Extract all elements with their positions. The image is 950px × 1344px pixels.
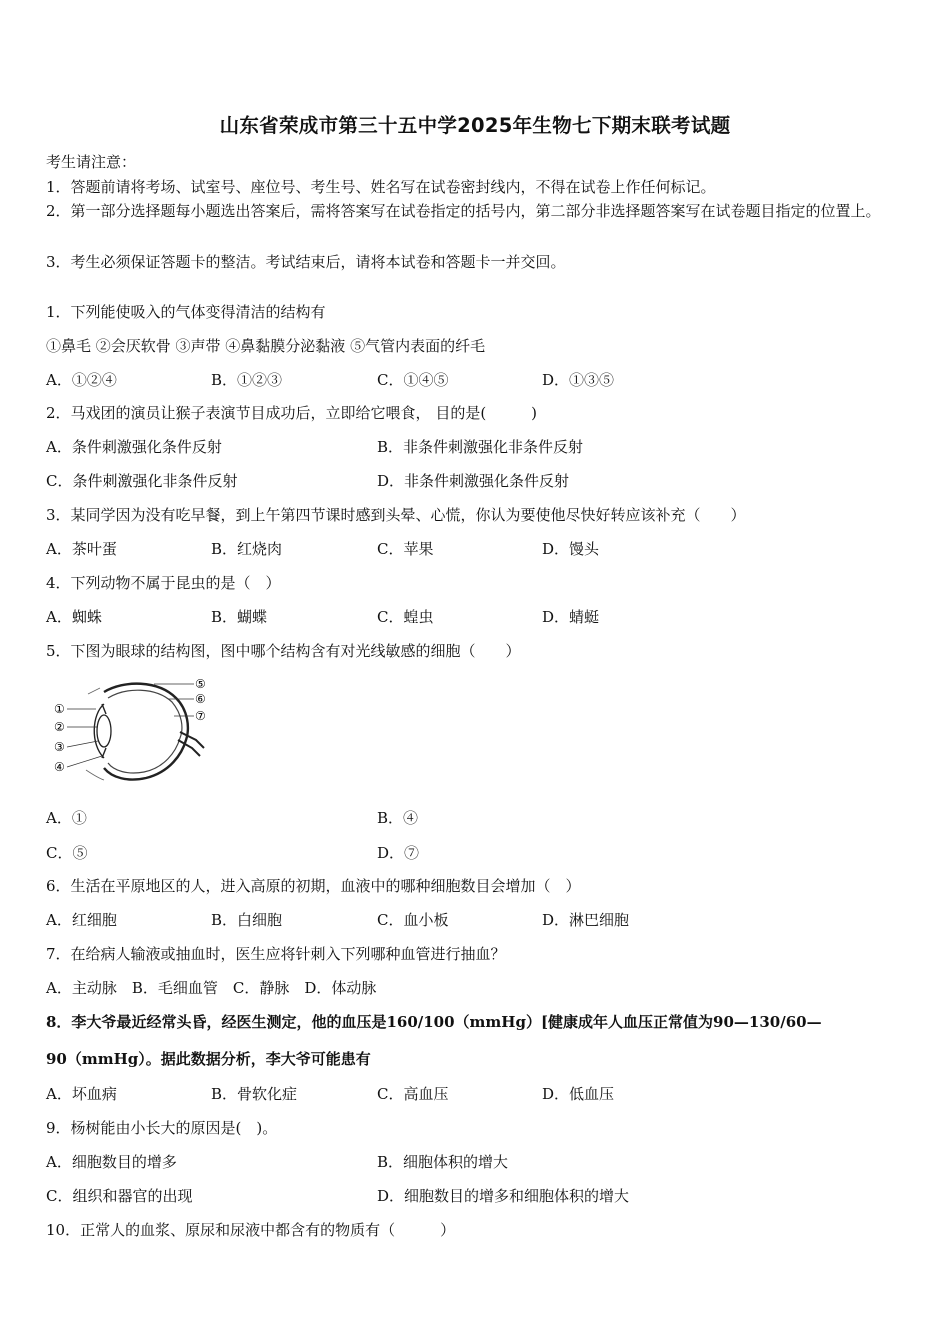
option-b: B．白细胞 xyxy=(211,911,283,929)
notice-item: 3．考生必须保证答题卡的整洁。考试结束后，请将本试卷和答题卡一并交回。 xyxy=(46,253,566,271)
option-b: B．①②③ xyxy=(211,371,283,389)
notice-item: 2．第一部分选择题每小题选出答案后，需将答案写在试卷指定的括号内，第二部分非选择题答案写在试卷题目指定的位置上。 xyxy=(46,202,881,220)
option-c: C．①④⑤ xyxy=(377,371,449,389)
question-stem: 7．在给病人输液或抽血时，医生应将针刺入下列哪种血管进行抽血？ xyxy=(46,945,506,963)
label-6: ⑥ xyxy=(195,692,206,706)
option-c: C．蝗虫 xyxy=(377,608,434,626)
option-a: A．①②④ xyxy=(46,371,117,389)
question-stem: 2．马戏团的演员让猴子表演节目成功后，立即给它喂食， 目的是( ) xyxy=(46,404,538,422)
option-c: C．高血压 xyxy=(377,1085,449,1103)
question-stem: 9．杨树能由小长大的原因是( )。 xyxy=(46,1119,278,1137)
option-d: D．细胞数目的增多和细胞体积的增大 xyxy=(377,1187,630,1205)
option-a: A．坏血病 xyxy=(46,1085,117,1103)
option-a: A．① xyxy=(46,809,87,827)
label-7: ⑦ xyxy=(195,709,206,723)
label-3: ③ xyxy=(54,740,65,754)
option-c: C．⑤ xyxy=(46,844,88,862)
option-b: B．④ xyxy=(377,809,419,827)
label-1: ① xyxy=(54,702,65,716)
option-c: C．血小板 xyxy=(377,911,449,929)
question-stem-cont: 90（mmHg）。据此数据分析，李大爷可能患有 xyxy=(46,1050,371,1068)
question-stem: 5．下图为眼球的结构图，图中哪个结构含有对光线敏感的细胞（ ） xyxy=(46,642,521,660)
option-b: B．骨软化症 xyxy=(211,1085,298,1103)
option-d: D．蜻蜓 xyxy=(542,608,600,626)
label-2: ② xyxy=(54,720,65,734)
option-c: C．条件刺激强化非条件反射 xyxy=(46,472,238,490)
option-d: D．⑦ xyxy=(377,844,420,862)
question-stem: 4．下列动物不属于昆虫的是（ ） xyxy=(46,574,281,592)
question-stem: 6．生活在平原地区的人，进入高原的初期，血液中的哪种细胞数目会增加（ ） xyxy=(46,877,581,895)
question-sub: ①鼻毛 ②会厌软骨 ③声带 ④鼻黏膜分泌黏液 ⑤气管内表面的纤毛 xyxy=(46,337,486,355)
option-d: D．淋巴细胞 xyxy=(542,911,630,929)
option-b: B．红烧肉 xyxy=(211,540,283,558)
question-stem: 8．李大爷最近经常头昏，经医生测定，他的血压是160/100（mmHg）[健康成年人血压正常值为90—130/60— xyxy=(46,1013,822,1031)
option-a: A．茶叶蛋 xyxy=(46,540,117,558)
option-b: B．细胞体积的增大 xyxy=(377,1153,509,1171)
option-a: A．红细胞 xyxy=(46,911,117,929)
page-title: 山东省荣成市第三十五中学2025年生物七下期末联考试题 xyxy=(219,114,731,137)
option-d: D．低血压 xyxy=(542,1085,615,1103)
notice-heading: 考生请注意： xyxy=(46,153,137,171)
question-stem: 10．正常人的血浆、原尿和尿液中都含有的物质有（ ） xyxy=(46,1221,456,1239)
question-stem: 3．某同学因为没有吃早餐，到上午第四节课时感到头晕、心慌，你认为要使他尽快好转应该补充（ ） xyxy=(46,506,746,524)
option-c: C．组织和器官的出现 xyxy=(46,1187,193,1205)
option-a: A．条件刺激强化条件反射 xyxy=(46,438,222,456)
label-4: ④ xyxy=(54,760,65,774)
option-b: B．蝴蝶 xyxy=(211,608,268,626)
label-5: ⑤ xyxy=(195,677,206,691)
options-inline: A．主动脉 B．毛细血管 C．静脉 D．体动脉 xyxy=(46,979,377,997)
option-a: A．细胞数目的增多 xyxy=(46,1153,177,1171)
eyeball-diagram xyxy=(46,674,218,786)
option-a: A．蜘蛛 xyxy=(46,608,102,626)
option-c: C．苹果 xyxy=(377,540,434,558)
option-d: D．非条件刺激强化条件反射 xyxy=(377,472,570,490)
notice-item: 1．答题前请将考场、试室号、座位号、考生号、姓名写在试卷密封线内，不得在试卷上作任何标记。 xyxy=(46,178,716,196)
option-b: B．非条件刺激强化非条件反射 xyxy=(377,438,584,456)
question-stem: 1．下列能使吸入的气体变得清洁的结构有 xyxy=(46,303,326,321)
option-d: D．馒头 xyxy=(542,540,600,558)
option-d: D．①③⑤ xyxy=(542,371,615,389)
